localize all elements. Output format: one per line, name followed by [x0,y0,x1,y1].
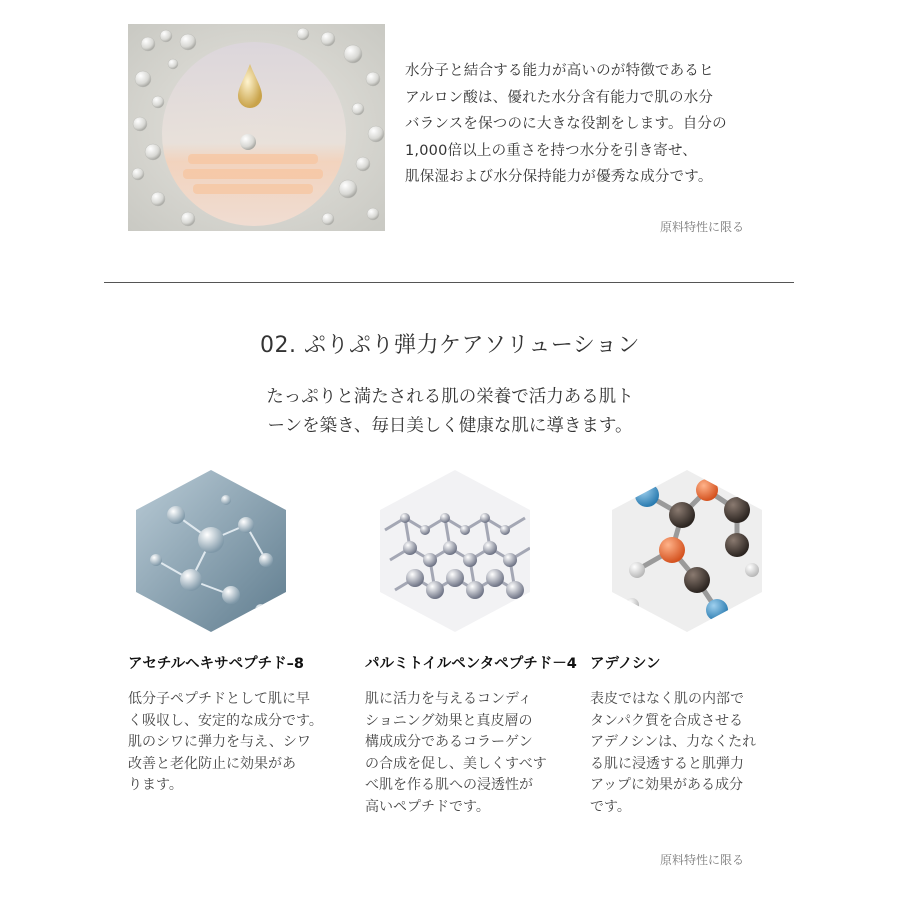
desc-line: 肌に活力を与えるコンディ [365,691,532,707]
blue-molecule-icon [136,470,286,632]
adenosine-molecule-icon [612,470,762,632]
desc-line: 構成成分であるコラーゲン [365,734,533,750]
desc-line: アデノシンは、力なくたれ [590,734,757,750]
desc-line: アップに効果がある成分 [590,777,744,793]
desc-line: タンパク質を合成させる [590,712,744,729]
hyaluronic-line: アルロン酸は、優れた水分含有能力で肌の水分 [405,89,714,106]
ingredient-name: アデノシン [590,656,661,672]
hyaluronic-molecule-image [128,24,385,231]
section-title: 02. ぷりぷり弾力ケアソリューション [260,333,640,358]
ingredient-name: パルミトイルペンタペプチド－4 [365,656,577,672]
hyaluronic-description [405,58,775,191]
ingredient-card-acetyl-hexapeptide [128,470,328,797]
hyaluronic-line: 水分子と結合する能力が高いのが特徴であるヒ [405,63,714,79]
desc-line: べ肌を作る肌への浸透性が [365,777,533,793]
desc-line: です。 [590,798,631,815]
hexagonal-lattice-icon [380,470,530,632]
subtitle-line: ーンを築き、毎日美しく健康な肌に導きます。 [267,416,633,436]
ingredient-description [128,689,338,797]
desc-line: 改善と老化防止に効果があ [128,755,296,772]
ingredient-card-palmitoyl-pentapeptide [365,470,577,818]
desc-line: く吸収し、安定的な成分です。 [128,712,323,729]
desc-line: る肌に浸透すると肌弾力 [590,755,744,772]
section-subtitle [200,383,700,441]
desc-line: ショニング効果と真皮層の [365,712,533,729]
subtitle-line: たっぷりと満たされる肌の栄養で活力ある肌ト [266,387,634,407]
desc-line: の合成を促し、美しくすべす [365,755,547,772]
ingredient-disclaimer: 原料特性に限る [660,220,745,234]
ingredient-description [365,689,570,818]
ingredient-name: アセチルヘキサペプチド–8 [128,656,304,672]
ingredient-description [590,689,770,818]
hyaluronic-line: 肌保湿および水分保持能力が優秀な成分です。 [405,169,713,185]
ingredient-disclaimer-bottom: 原料特性に限る [660,853,745,867]
hyaluronic-line: 1,000倍以上の重さを持つ水分を引き寄せ、 [405,142,697,159]
desc-line: 低分子ペプチドとして肌に早 [128,691,310,707]
section-divider [104,282,794,283]
desc-line: 肌のシワに弾力を与え、シワ [128,734,311,750]
hyaluronic-line: バランスを保つのに大きな役割をします。自分の [405,116,727,132]
desc-line: 表皮ではなく肌の内部で [590,691,744,707]
desc-line: ります。 [128,777,183,793]
ingredient-card-adenosine [590,470,790,818]
desc-line: 高いペプチドです。 [365,798,490,815]
